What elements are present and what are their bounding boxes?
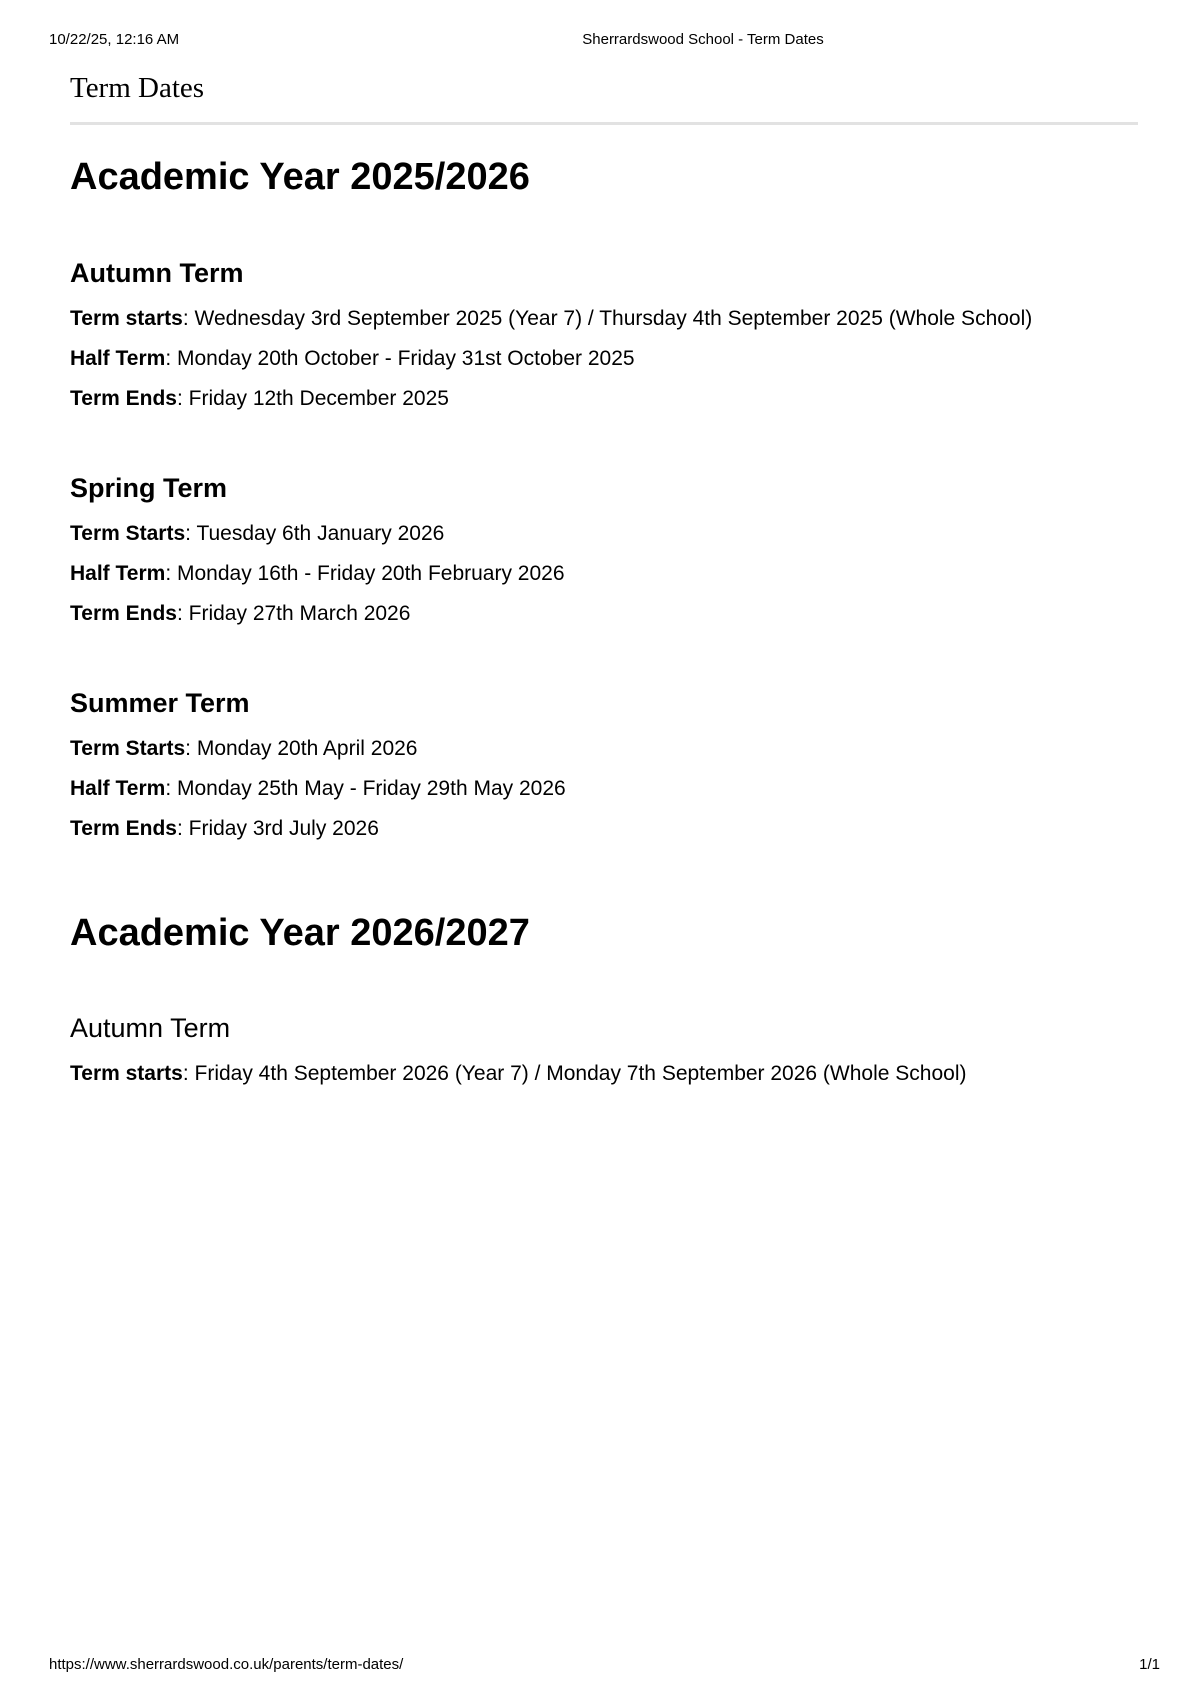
term-section-autumn-2026	[70, 1012, 1138, 1094]
term-section-autumn-2025	[70, 257, 1138, 419]
term-line-starts	[70, 514, 1138, 554]
term-line-label: Half Term	[70, 562, 166, 585]
term-line-starts	[70, 729, 1138, 769]
term-line-value: : Monday 25th May - Friday 29th May 2026	[165, 777, 566, 800]
print-header-title: Sherrardswood School - Term Dates	[582, 31, 824, 48]
term-line-value: : Friday 27th March 2026	[176, 602, 411, 625]
term-section-summer-2026	[70, 687, 1138, 849]
term-line-label: Half Term	[70, 777, 166, 800]
title-divider	[70, 122, 1138, 125]
term-line-starts	[70, 299, 1138, 339]
term-line-ends	[70, 594, 1138, 634]
term-line-label: Half Term	[70, 347, 166, 370]
term-line-value: : Friday 4th September 2026 (Year 7) / Monday 7th September 2026 (Whole School)	[182, 1062, 967, 1085]
term-line-label: Term Starts	[70, 737, 186, 760]
term-line-value: : Monday 16th - Friday 20th February 2026	[165, 562, 565, 585]
term-line-half-term	[70, 339, 1138, 379]
term-line-ends	[70, 379, 1138, 419]
main-content	[70, 68, 1138, 1094]
print-footer-page-number: 1/1	[1139, 1656, 1160, 1673]
term-line-value: : Tuesday 6th January 2026	[185, 522, 445, 545]
term-heading: Spring Term	[70, 473, 228, 503]
term-line-ends	[70, 809, 1138, 849]
term-line-half-term	[70, 769, 1138, 809]
page-title: Term Dates	[70, 72, 205, 104]
term-line-label: Term Ends	[70, 817, 177, 840]
term-section-spring-2026	[70, 472, 1138, 634]
term-line-label: Term Ends	[70, 387, 177, 410]
term-line-label: Term Starts	[70, 522, 186, 545]
term-line-value: : Monday 20th October - Friday 31st October 2025	[165, 347, 635, 370]
term-line-label: Term Ends	[70, 602, 177, 625]
term-line-value: : Friday 12th December 2025	[176, 387, 449, 410]
term-line-value: : Monday 20th April 2026	[185, 737, 418, 760]
year-heading-2025-2026: Academic Year 2025/2026	[70, 156, 530, 198]
term-heading: Autumn Term	[70, 1013, 231, 1043]
term-line-half-term	[70, 554, 1138, 594]
term-line-value: : Wednesday 3rd September 2025 (Year 7) / Thursday 4th September 2025 (Whole School)	[182, 307, 1033, 330]
term-heading: Summer Term	[70, 688, 250, 718]
print-header-datetime: 10/22/25, 12:16 AM	[49, 31, 180, 48]
term-line-value: : Friday 3rd July 2026	[176, 817, 379, 840]
print-footer-url: https://www.sherrardswood.co.uk/parents/term-dates/	[49, 1656, 404, 1673]
term-line-label: Term starts	[70, 307, 183, 330]
term-heading: Autumn Term	[70, 258, 244, 288]
year-heading-2026-2027: Academic Year 2026/2027	[70, 912, 530, 954]
term-line-label: Term starts	[70, 1062, 183, 1085]
term-line-starts	[70, 1054, 1138, 1094]
